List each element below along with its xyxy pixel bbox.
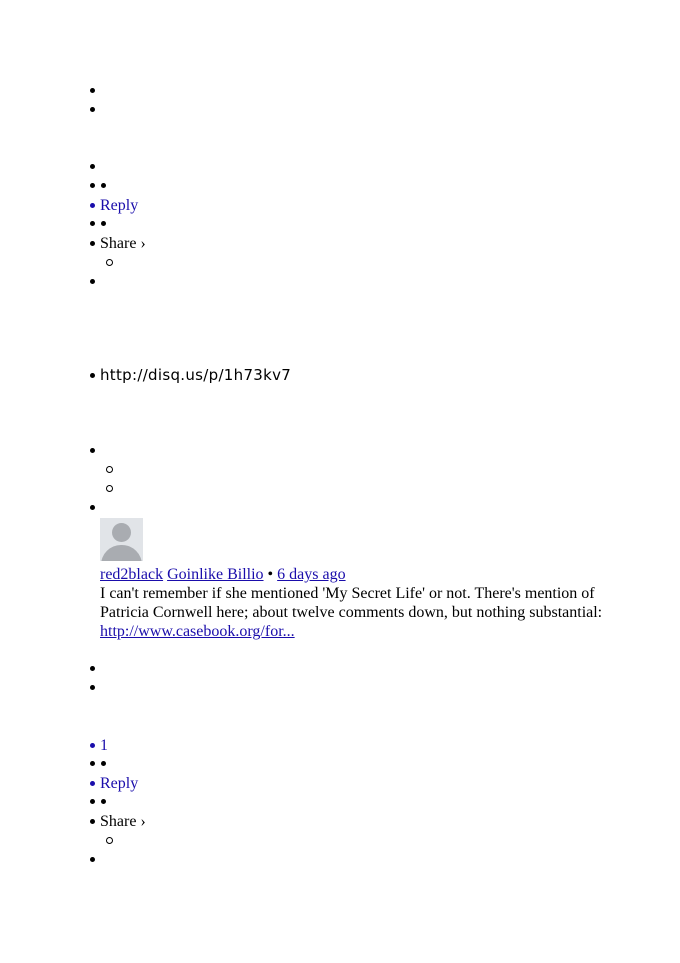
reply-button[interactable]: Reply xyxy=(100,197,139,214)
share-button[interactable]: Share › xyxy=(100,235,146,252)
comment-meta xyxy=(100,565,346,584)
share-button[interactable]: Share › xyxy=(100,813,146,830)
comment-body xyxy=(100,584,620,641)
short-link[interactable]: http://disq.us/p/1h73kv7 xyxy=(100,366,292,384)
reply-button[interactable]: Reply xyxy=(100,775,139,792)
bullet-icon xyxy=(101,221,106,226)
comment-external-link[interactable]: http://www.casebook.org/for... xyxy=(100,623,295,640)
bullet-icon xyxy=(101,761,106,766)
reply-to-link[interactable]: Goinlike Billio xyxy=(167,566,264,583)
avatar-body-icon xyxy=(101,545,142,561)
comment-text: I can't remember if she mentioned 'My Secret Life' or not. There's mention of Patricia Cornwell here; about twelve comments down, but nothing substantial: xyxy=(100,585,603,621)
avatar-head-icon xyxy=(112,523,131,542)
share-submenu-item xyxy=(106,259,113,266)
bullet-icon xyxy=(101,799,106,804)
share-submenu-item xyxy=(106,837,113,844)
comment-author-link[interactable]: red2black xyxy=(100,566,164,583)
avatar[interactable] xyxy=(100,518,143,561)
upvote-count[interactable]: 1 xyxy=(100,737,108,754)
submenu-item xyxy=(106,485,113,492)
meta-separator: • xyxy=(267,566,274,583)
submenu-item xyxy=(106,466,113,473)
bullet-icon xyxy=(101,183,106,188)
comment-time-link[interactable]: 6 days ago xyxy=(277,566,346,583)
